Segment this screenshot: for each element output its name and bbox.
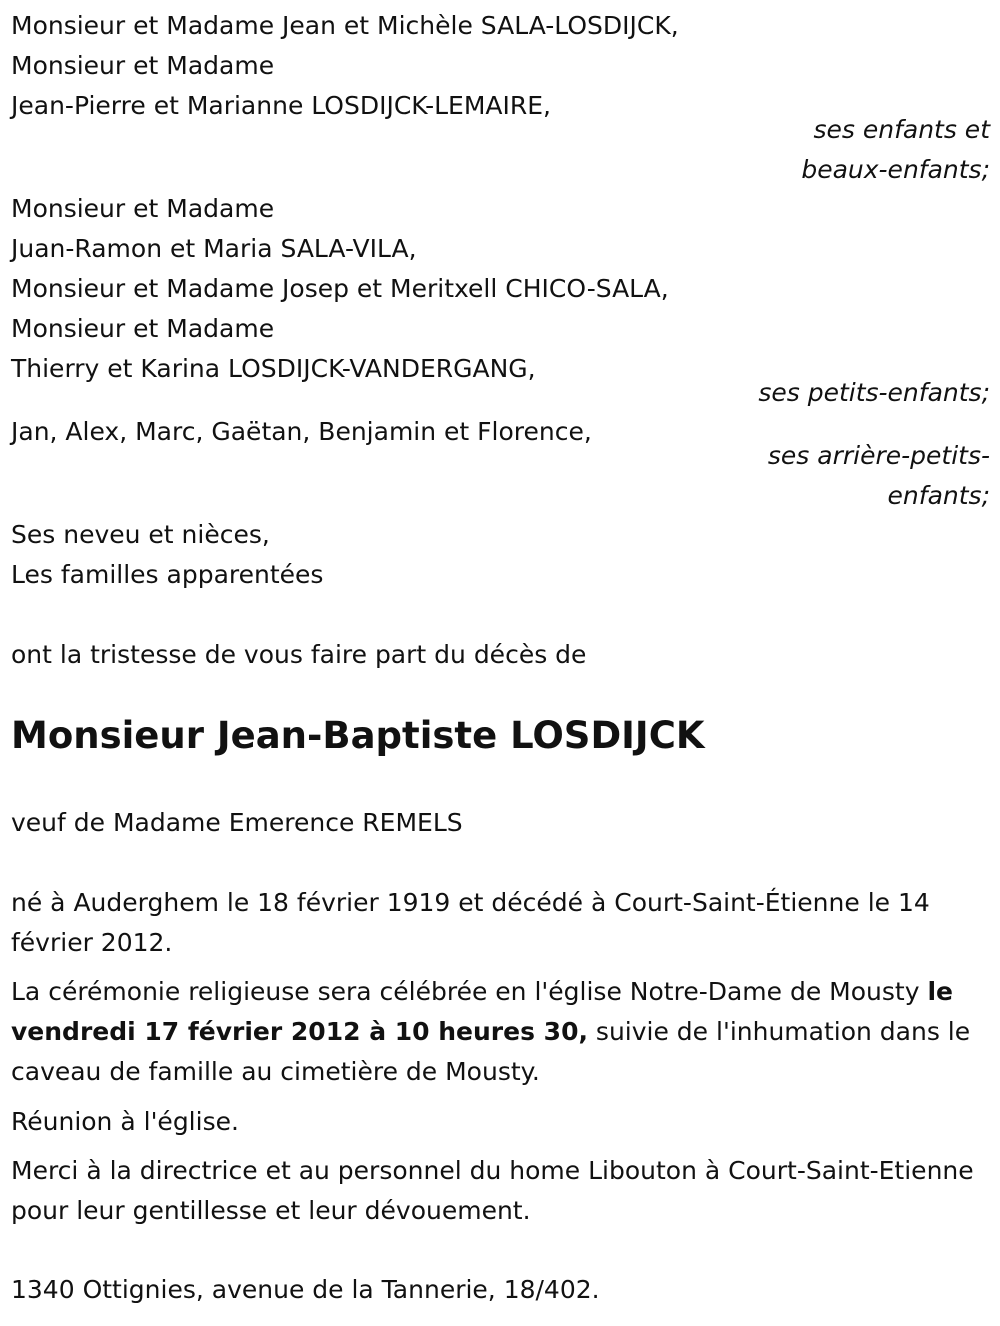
reunion-text: Réunion à l'église. bbox=[11, 1107, 239, 1136]
grandchildren-line-2: Juan-Ramon et Maria SALA-VILA, bbox=[11, 234, 417, 263]
ceremony-intro: La cérémonie religieuse sera célébrée en l'église Notre-Dame de Mousty bbox=[11, 977, 928, 1006]
great-grandchildren-role-line-2: enfants; bbox=[887, 481, 990, 510]
thanks-paragraph: Merci à la directrice et au personnel du home Libouton à Court-Saint-Etienne pour leur gentillesse et leur dévouement. bbox=[11, 1156, 974, 1225]
ceremony-date: le vendredi 17 février 2012 à 10 heures 30, bbox=[11, 977, 953, 1046]
grandchildren-line-3: Monsieur et Madame Josep et Meritxell CHICO-SALA, bbox=[11, 274, 669, 303]
children-line-3: Jean-Pierre et Marianne LOSDIJCK-LEMAIRE, bbox=[11, 91, 551, 120]
children-role-line-1: ses enfants et bbox=[813, 115, 990, 144]
birth-death-paragraph: né à Auderghem le 18 février 1919 et décédé à Court-Saint-Étienne le 14 février 2012. bbox=[11, 888, 930, 957]
great-grandchildren-line: Jan, Alex, Marc, Gaëtan, Benjamin et Florence, bbox=[11, 417, 592, 446]
ceremony-paragraph bbox=[11, 972, 991, 1092]
grandchildren-role: ses petits-enfants; bbox=[758, 378, 990, 407]
grandchildren-line-1: Monsieur et Madame bbox=[11, 194, 275, 223]
related-families-line: Les familles apparentées bbox=[11, 560, 324, 589]
grandchildren-line-4: Monsieur et Madame bbox=[11, 314, 275, 343]
nephews-nieces-line: Ses neveu et nièces, bbox=[11, 520, 270, 549]
great-grandchildren-role-line-1: ses arrière-petits- bbox=[767, 441, 990, 470]
children-role-line-2: beaux-enfants; bbox=[801, 155, 990, 184]
widower-of-text: veuf de Madame Emerence REMELS bbox=[11, 808, 463, 837]
grandchildren-line-5: Thierry et Karina LOSDIJCK-VANDERGANG, bbox=[11, 354, 536, 383]
address-text: 1340 Ottignies, avenue de la Tannerie, 18/402. bbox=[11, 1275, 600, 1304]
announcement-text: ont la tristesse de vous faire part du décès de bbox=[11, 640, 587, 669]
children-line-1: Monsieur et Madame Jean et Michèle SALA-LOSDIJCK, bbox=[11, 11, 679, 40]
ceremony-rest: suivie de l'inhumation dans le caveau de famille au cimetière de Mousty. bbox=[11, 1017, 971, 1086]
deceased-name: Monsieur Jean-Baptiste LOSDIJCK bbox=[11, 714, 705, 757]
children-line-2: Monsieur et Madame bbox=[11, 51, 275, 80]
